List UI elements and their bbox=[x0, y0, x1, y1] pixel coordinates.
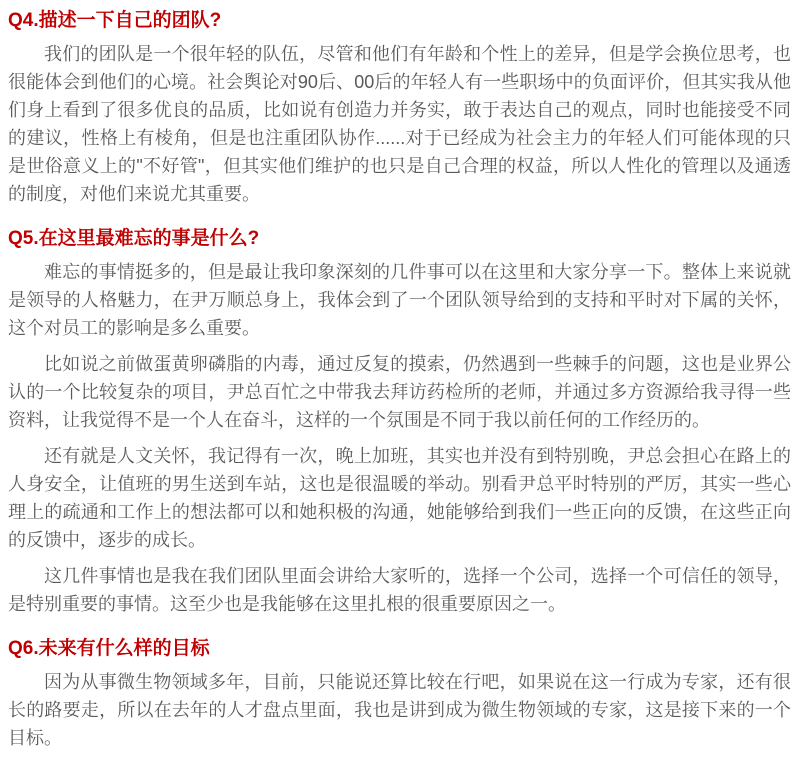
answer-paragraph: 这几件事情也是我在我们团队里面会讲给大家听的，选择一个公司，选择一个可信任的领导，是特别重要的事情。这至少也是我能够在这里扎根的很重要原因之一。 bbox=[8, 566, 791, 614]
answer-paragraph: 我们的团队是一个很年轻的队伍，尽管和他们有年龄和个性上的差异，但是学会换位思考，也很能体会到他们的心境。社会舆论对90后、00后的年轻人有一些职场中的负面评价，但其实我从他们身上看到了很多优良的品质，比如说有创造力并务实，敢于表达自己的观点，同时也能接受不同的建议，性格上有棱角，但是也注重团队协作......对于已经成为社会主力的年轻人们可能体现的只是世俗意义上的"不好管"，但其实他们维护的也只是自己合理的权益，所以人性化的管理以及通透的制度，对他们来说尤其重要。 bbox=[8, 44, 791, 204]
answer-paragraph: 还有就是人文关怀，我记得有一次，晚上加班，其实也并没有到特别晚，尹总会担心在路上的人身安全，让值班的男生送到车站，这也是很温暖的举动。别看尹总平时特别的严厉，其实一些心理上的疏通和工作上的想法都可以和她积极的沟通，她能够给到我们一些正向的反馈，在这些正向的反馈中，逐步的成长。 bbox=[8, 446, 791, 550]
question-heading-q6: Q6.未来有什么样的目标 bbox=[8, 638, 210, 659]
answer-paragraph: 难忘的事情挺多的，但是最让我印象深刻的几件事可以在这里和大家分享一下。整体上来说就是领导的人格魅力，在尹万顺总身上，我体会到了一个团队领导给到的支持和平时对下属的关怀，这个对员工的影响是多么重要。 bbox=[8, 262, 791, 338]
question-heading-q5: Q5.在这里最难忘的事是什么? bbox=[8, 228, 260, 249]
question-heading-q4: Q4.描述一下自己的团队? bbox=[8, 10, 222, 31]
answer-paragraph: 因为从事微生物领域多年，目前，只能说还算比较在行吧，如果说在这一行成为专家，还有很长的路要走，所以在去年的人才盘点里面，我也是讲到成为微生物领域的专家，这是接下来的一个目标。 bbox=[8, 672, 791, 748]
answer-paragraph: 比如说之前做蛋黄卵磷脂的内毒，通过反复的摸索，仍然遇到一些棘手的问题，这也是业界公认的一个比较复杂的项目，尹总百忙之中带我去拜访药检所的老师，并通过多方资源给我寻得一些资料，让我觉得不是一个人在奋斗，这样的一个氛围是不同于我以前任何的工作经历的。 bbox=[8, 354, 791, 430]
